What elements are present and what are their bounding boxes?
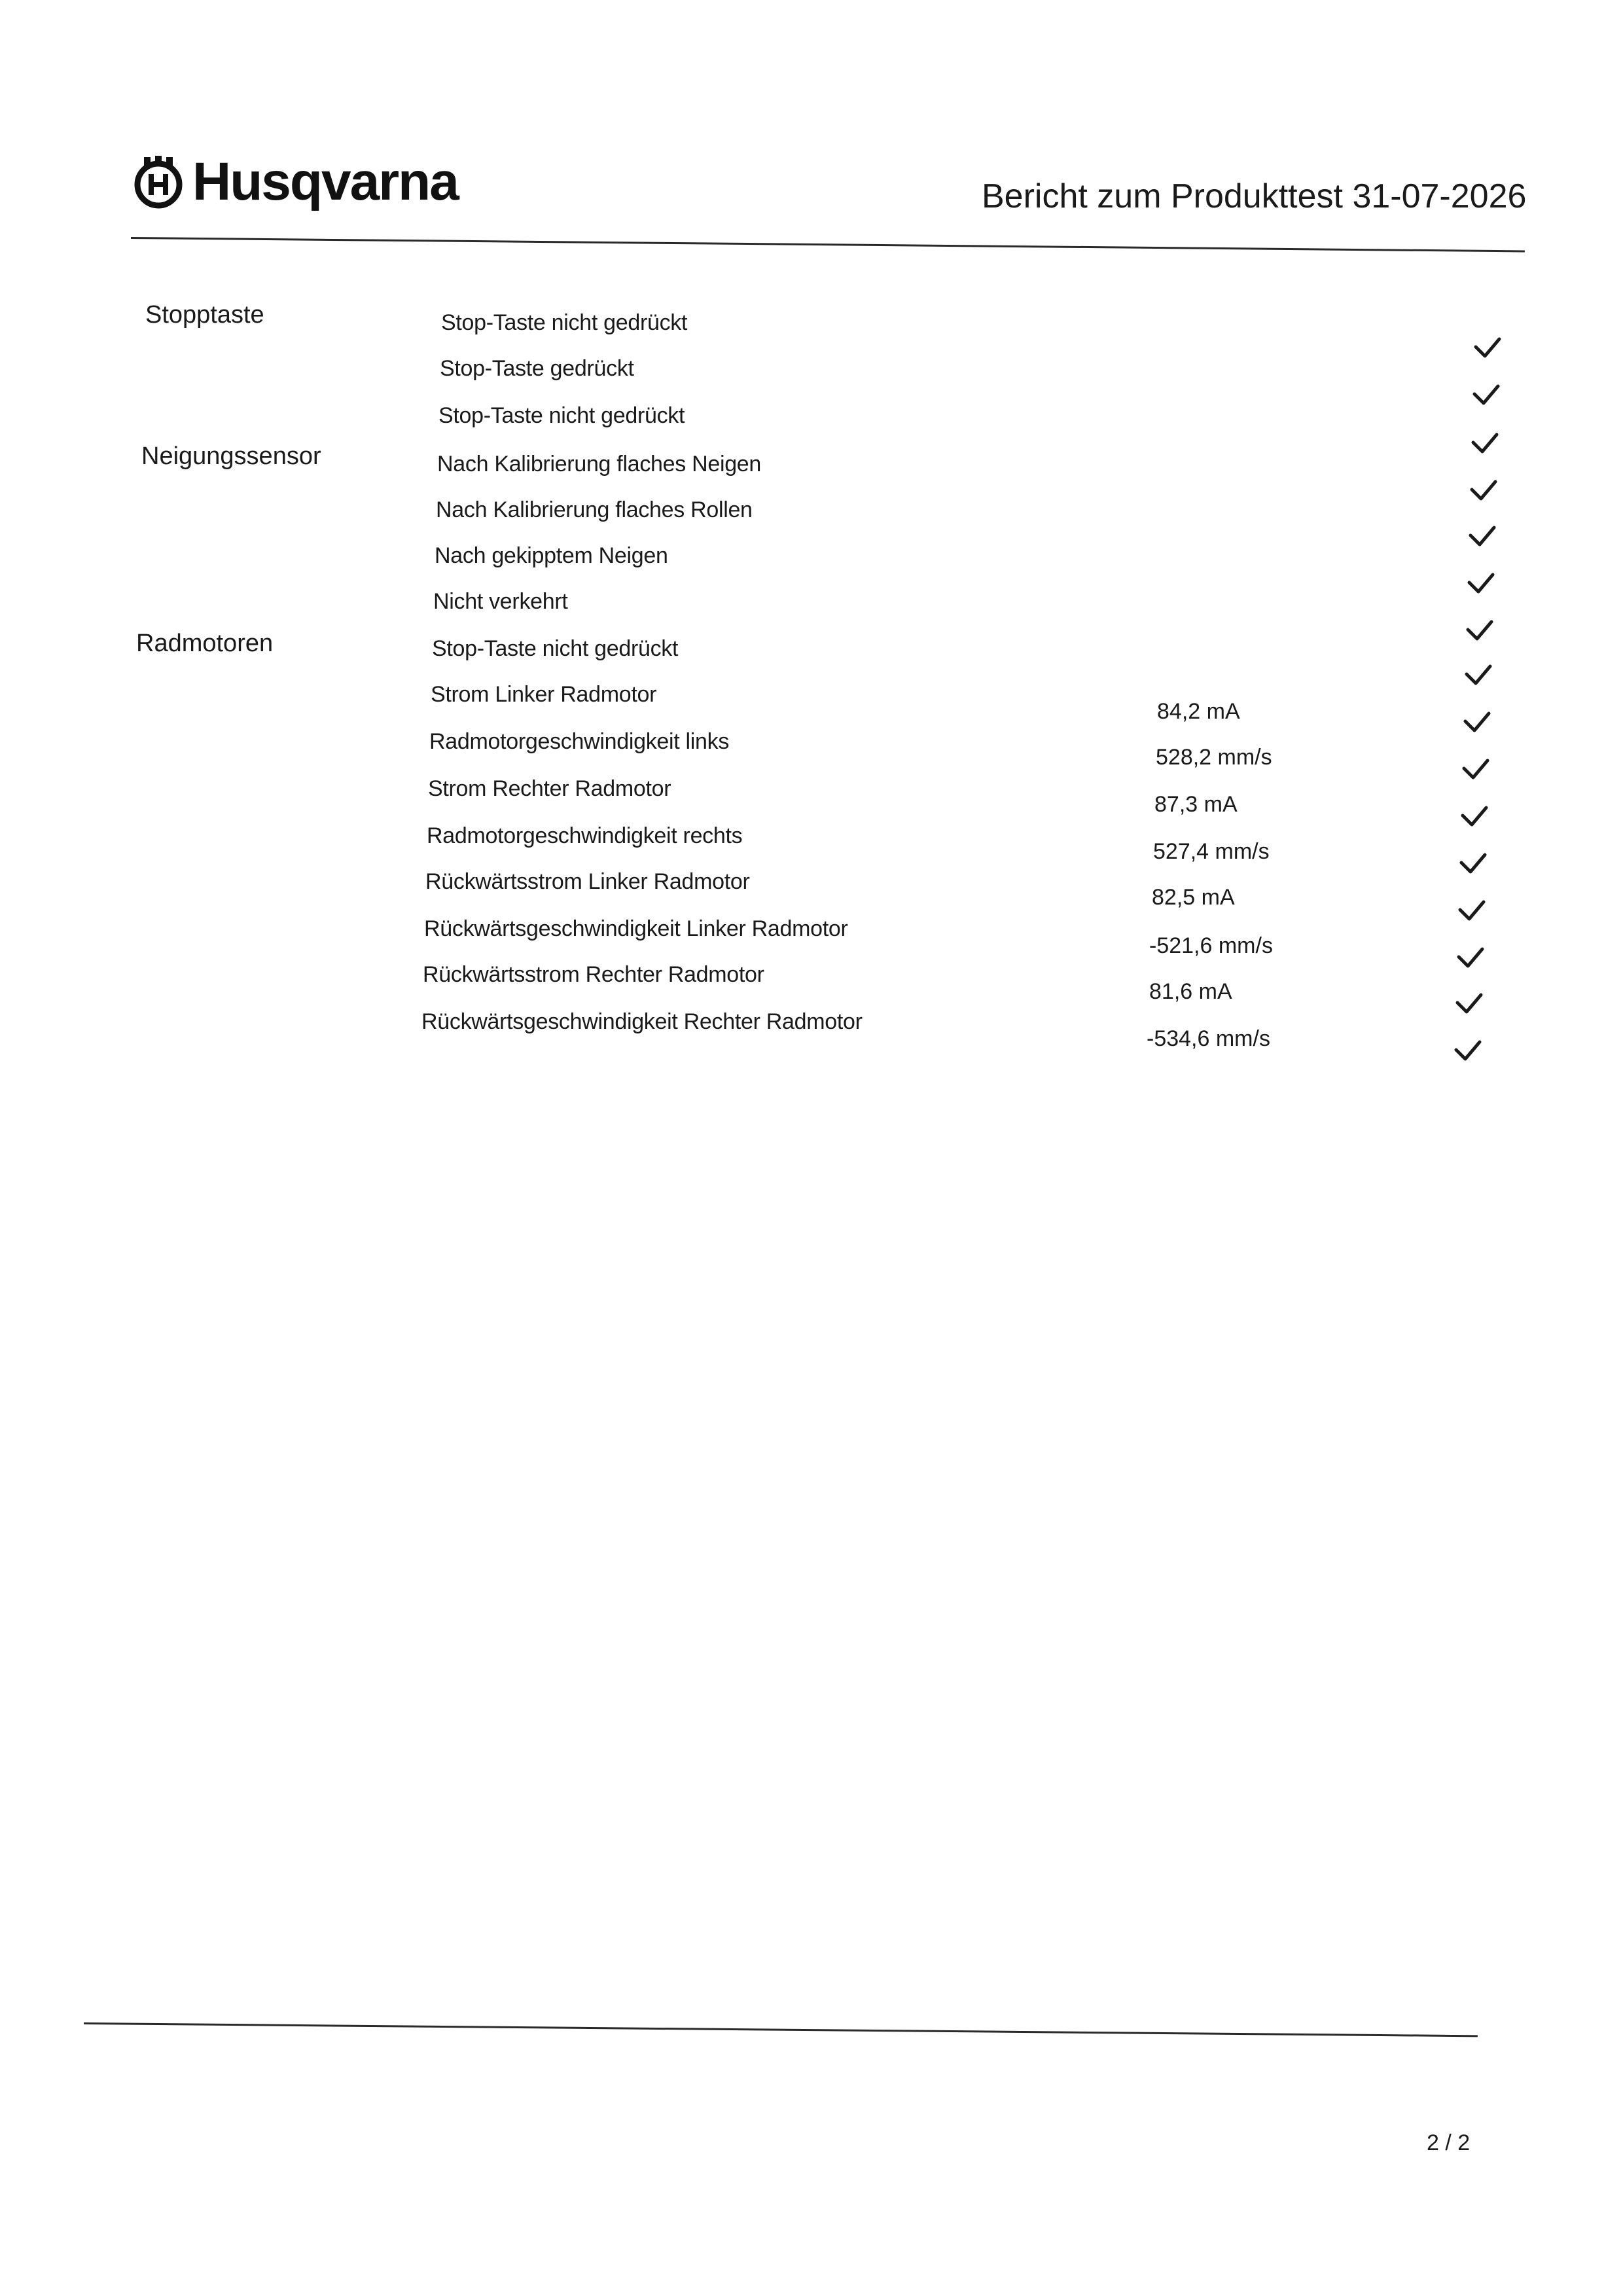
table-row bbox=[0, 729, 1623, 768]
test-name: Nicht verkehrt bbox=[433, 589, 568, 614]
test-name: Strom Rechter Radmotor bbox=[428, 776, 671, 801]
husqvarna-crown-icon bbox=[131, 154, 186, 209]
table-row bbox=[0, 310, 1623, 350]
test-name: Nach gekipptem Neigen bbox=[435, 543, 668, 568]
test-value: -534,6 mm/s bbox=[1147, 1026, 1270, 1051]
table-row bbox=[0, 452, 1623, 491]
test-value: 527,4 mm/s bbox=[1153, 839, 1270, 864]
test-value: 84,2 mA bbox=[1157, 699, 1240, 724]
test-name: Nach Kalibrierung flaches Neigen bbox=[437, 452, 762, 476]
test-value: -521,6 mm/s bbox=[1149, 933, 1273, 958]
table-row bbox=[0, 403, 1623, 442]
table-row bbox=[0, 869, 1623, 908]
test-name: Rückwärtsstrom Rechter Radmotor bbox=[423, 962, 764, 987]
table-row bbox=[0, 636, 1623, 675]
test-value: 87,3 mA bbox=[1154, 792, 1238, 817]
test-value: 81,6 mA bbox=[1149, 979, 1232, 1004]
test-name: Rückwärtsstrom Linker Radmotor bbox=[425, 869, 750, 894]
section-label-radmotoren: Radmotoren bbox=[136, 630, 274, 657]
table-row bbox=[0, 916, 1623, 956]
test-name: Rückwärtsgeschwindigkeit Linker Radmotor bbox=[424, 916, 848, 941]
table-row bbox=[0, 497, 1623, 537]
test-name: Radmotorgeschwindigkeit rechts bbox=[427, 823, 743, 848]
test-name: Rückwärtsgeschwindigkeit Rechter Radmotor bbox=[421, 1009, 863, 1034]
test-name: Nach Kalibrierung flaches Rollen bbox=[436, 497, 753, 522]
test-name: Stop-Taste nicht gedrückt bbox=[441, 310, 688, 335]
table-row bbox=[0, 823, 1623, 863]
test-name: Stop-Taste nicht gedrückt bbox=[438, 403, 685, 428]
table-row bbox=[0, 356, 1623, 395]
test-name: Stop-Taste nicht gedrückt bbox=[432, 636, 679, 661]
table-row bbox=[0, 589, 1623, 628]
table-row bbox=[0, 682, 1623, 724]
checkmark-icon bbox=[1453, 1038, 1483, 1064]
report-title: Bericht zum Produkttest 31-07-2026 bbox=[982, 177, 1527, 215]
footer-divider bbox=[84, 2022, 1478, 2037]
table-row bbox=[0, 776, 1623, 816]
test-name: Strom Linker Radmotor bbox=[431, 682, 657, 707]
table-row bbox=[0, 962, 1623, 1004]
table-row bbox=[0, 1009, 1623, 1049]
test-value: 82,5 mA bbox=[1152, 885, 1235, 910]
page-number: 2 / 2 bbox=[1427, 2130, 1471, 2155]
section-label-stopptaste: Stopptaste bbox=[145, 301, 264, 329]
table-row bbox=[0, 543, 1623, 583]
section-label-neigungssensor: Neigungssensor bbox=[141, 442, 321, 470]
header-divider bbox=[131, 237, 1525, 252]
test-name: Radmotorgeschwindigkeit links bbox=[429, 729, 730, 754]
test-value: 528,2 mm/s bbox=[1156, 745, 1272, 770]
test-name: Stop-Taste gedrückt bbox=[440, 356, 634, 381]
husqvarna-logo bbox=[131, 149, 458, 215]
brand-name: Husqvarna bbox=[192, 152, 458, 211]
